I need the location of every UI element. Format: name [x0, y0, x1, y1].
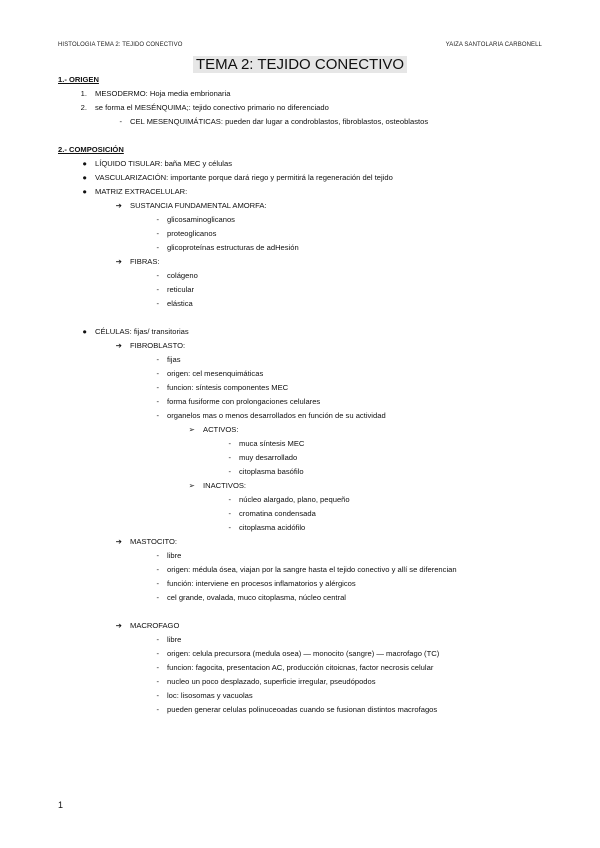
list-item: SUSTANCIA FUNDAMENTAL AMORFA: [130, 201, 267, 210]
list-marker: - [156, 243, 159, 252]
list-item: MACROFAGO [130, 621, 180, 630]
list-marker: - [156, 285, 159, 294]
list-marker: - [156, 579, 159, 588]
list-marker: - [156, 271, 159, 280]
list-item: MASTOCITO: [130, 537, 177, 546]
list-marker: - [156, 649, 159, 658]
list-marker: - [119, 117, 122, 126]
header-left: HISTOLOGIA TEMA 2: TEJIDO CONECTIVO [58, 42, 183, 48]
list-marker: - [156, 369, 159, 378]
list-marker: ➔ [115, 621, 122, 630]
list-marker: - [156, 215, 159, 224]
list-marker: ➔ [115, 341, 122, 350]
list-item: muy desarrollado [239, 453, 298, 462]
list-marker: ● [82, 159, 87, 168]
list-item: VASCULARIZACIÓN: importante porque dará riego y permitirá la regeneración del tejido [95, 173, 393, 182]
list-marker: - [228, 509, 231, 518]
header-right: YAIZA SANTOLARIA CARBONELL [445, 42, 542, 48]
list-marker: - [156, 397, 159, 406]
list-item: CÉLULAS: fijas/ transitorias [95, 327, 189, 336]
list-marker: - [156, 229, 159, 238]
list-marker: - [228, 495, 231, 504]
list-marker: ➢ [188, 425, 195, 434]
list-item: elástica [167, 299, 193, 308]
list-marker: - [228, 453, 231, 462]
list-marker: - [228, 467, 231, 476]
list-item: pueden generar celulas polinuceoadas cuando se fusionan distintos macrofagos [167, 705, 438, 714]
list-item: FIBROBLASTO: [130, 341, 186, 350]
list-marker: 2. [80, 103, 87, 112]
list-marker: ➔ [115, 257, 122, 266]
list-marker: ➔ [115, 201, 122, 210]
list-item: origen: cel mesenquimáticas [167, 369, 264, 378]
list-marker: - [156, 593, 159, 602]
list-item: ACTIVOS: [203, 425, 239, 434]
list-item: CEL MESENQUIMÁTICAS: pueden dar lugar a condroblastos, fibroblastos, osteoblastos [130, 117, 429, 126]
list-item: libre [167, 551, 182, 560]
list-marker: ● [82, 327, 87, 336]
list-marker: - [156, 383, 159, 392]
list-marker: - [156, 551, 159, 560]
list-item: MESODERMO: Hoja media embrionaria [95, 89, 231, 98]
section-heading: 1.- ORIGEN [58, 75, 99, 84]
list-marker: ➔ [115, 537, 122, 546]
list-marker: - [156, 677, 159, 686]
list-item: origen: médula ósea, viajan por la sangre hasta el tejido conectivo y allí se diferencian [167, 565, 457, 574]
list-item: funcion: fagocita, presentacion AC, producción citoicnas, factor necrosis celular [167, 663, 434, 672]
list-item: glicoproteínas estructuras de adHesión [167, 243, 299, 252]
list-item: organelos mas o menos desarrollados en función de su actividad [167, 411, 386, 420]
list-item: citoplasma acidófilo [239, 523, 306, 532]
list-marker: - [228, 439, 231, 448]
page-title-wrapper [0, 56, 600, 74]
list-item: forma fusiforme con prolongaciones celulares [167, 397, 321, 406]
list-item: núcleo alargado, plano, pequeño [239, 495, 350, 504]
list-item: glicosaminoglicanos [167, 215, 235, 224]
list-item: origen: celula precursora (medula osea) — monocito (sangre) — macrofago (TC) [167, 649, 440, 658]
page-number: 1 [58, 800, 64, 810]
list-marker: - [228, 523, 231, 532]
list-marker: - [156, 411, 159, 420]
list-marker: - [156, 355, 159, 364]
list-marker: - [156, 565, 159, 574]
list-item: loc: lisosomas y vacuolas [167, 691, 253, 700]
list-marker: - [156, 635, 159, 644]
list-marker: - [156, 299, 159, 308]
list-marker: ● [82, 173, 87, 182]
page-title: TEMA 2: TEJIDO CONECTIVO [193, 56, 407, 73]
list-item: función: interviene en procesos inflamatorios y alérgicos [167, 579, 356, 588]
list-item: reticular [167, 285, 195, 294]
section-heading: 2.- COMPOSICIÓN [58, 145, 124, 154]
list-item: fijas [167, 355, 181, 364]
list-marker: - [156, 663, 159, 672]
list-item: se forma el MESÉNQUIMA;: tejido conectivo primario no diferenciado [95, 103, 329, 112]
list-item: LÍQUIDO TISULAR: baña MEC y células [95, 159, 233, 168]
list-marker: - [156, 691, 159, 700]
list-item: proteoglicanos [167, 229, 217, 238]
list-item: MATRIZ EXTRACELULAR: [95, 187, 188, 196]
list-marker: 1. [80, 89, 87, 98]
list-item: FIBRAS: [130, 257, 160, 266]
list-item: INACTIVOS: [203, 481, 247, 490]
list-item: libre [167, 635, 182, 644]
list-marker: ➢ [188, 481, 195, 490]
list-item: muca síntesis MEC [239, 439, 305, 448]
list-marker: ● [82, 187, 87, 196]
list-item: colágeno [167, 271, 198, 280]
list-item: nucleo un poco desplazado, superficie irregular, pseudópodos [167, 677, 376, 686]
list-marker: - [156, 705, 159, 714]
list-item: citoplasma basófilo [239, 467, 304, 476]
list-item: funcion: síntesis componentes MEC [167, 383, 289, 392]
list-item: cromatina condensada [239, 509, 316, 518]
list-item: cel grande, ovalada, muco citoplasma, núcleo central [167, 593, 346, 602]
